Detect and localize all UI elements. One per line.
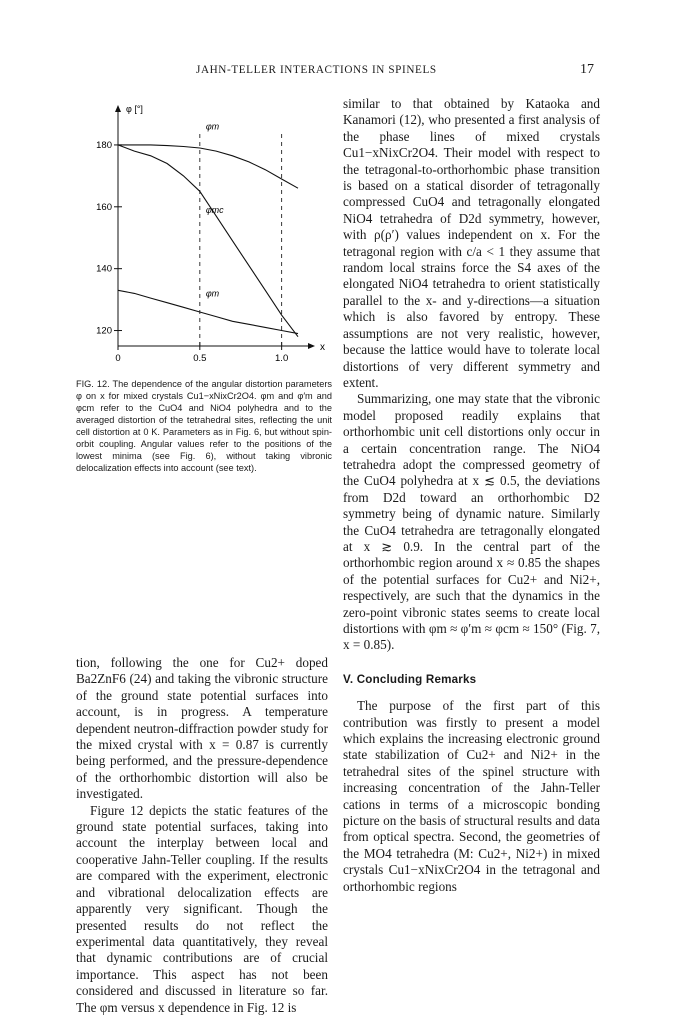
left-column (76, 655, 328, 1016)
right-paragraph-2: Summarizing, one may state that the vibronic model proposed readily explains that orthorhombic unit cell distortions only occur in a certain concentration range. The NiO4 tetrahedra adopt the compressed geometry of the CuO4 polyhedra at x ≲ 0.5, the deviations from D2d toward an orthorhombic D2 symmetry being of dynamic nature. Similarly the CuO4 tetrahedra are tetragonally elongated at x ≳ 0.9. In the central part of the orthorhombic region around x ≈ 0.85 the shapes of the potential surfaces for Cu2+ and Ni2+, respectively, are such that the dynamics in the zero-point vibronic states seems to create local distortions with φm ≈ φ′m ≈ φcm ≈ 150° (Fig. 7, x = 0.85). (343, 391, 600, 653)
x-tick-label: 0 (115, 353, 121, 364)
x-tick-label: 1.0 (275, 353, 289, 364)
phi-vs-x-chart (84, 96, 334, 371)
y-tick-label: 120 (96, 325, 112, 337)
caption-text: FIG. 12. The dependence of the angular distortion parameters φ on x for mixed crystals Cu1−xNixCr2O4. φm and φ′m and φcm refer to the CuO4 and NiO4 polyhedra and to the averaged distortion of the tetrahedral sites, reflecting the unit cell distortion at 0 K. Parameters as in Fig. 6, but without spin-orbit coupling. Angular values refer to the positions of the lowest minima (see Fig. 6), without taking vibronic delocalization effects into account (see text). (76, 379, 332, 473)
x-tick-label: 0.5 (193, 353, 207, 364)
page-number: 17 (580, 62, 594, 77)
left-paragraph-2: Figure 12 depicts the static features of the ground state potential surfaces, taking into account the interplay between local and cooperative Jahn-Teller coupling. If the results are compared with the experiment, electronic and vibrational delocalization effects are apparently very significant. Though the presented results do not reflect the experimental data quantitatively, they reveal that dynamic contributions are of crucial importance. This aspect has not been considered and discussed in literature so far. The φm versus x dependence in Fig. 12 is (76, 802, 328, 1015)
y-axis-arrow (115, 105, 121, 112)
figure-caption (76, 378, 332, 474)
x-axis-arrow (308, 343, 315, 349)
right-column (343, 96, 600, 895)
figure-12 (84, 96, 334, 376)
curve-label: φm (205, 288, 220, 299)
right-paragraph-1: similar to that obtained by Kataoka and Kanamori (12), who presented a first analysis of the phase lines of mixed crystals Cu1−xNixCr2O4. Their model with respect to the tetragonal-to-orthorhombic phase transition is based on a statical disorder of tetragonally compressed CuO4 and tetragonally elongated NiO4 tetrahedra of D2d symmetry, however, with ρ(ρ′) values independent on x. For the tetragonal region with c/a < 1 they assume that random local strains force the S4 axes of the elongated NiO4 tetrahedra to orient statistically parallel to the x- and y-directions—a situation which is also favored by entropy. These assumptions are not very realistic, however, because the lattice would have to tolerate local distortions of very different symmetry and extent. (343, 96, 600, 390)
x-axis-label: x (320, 342, 325, 353)
y-tick-label: 180 (96, 139, 112, 151)
curve-label: φmc (205, 204, 224, 215)
y-tick-label: 160 (96, 201, 112, 213)
y-tick-label: 140 (96, 263, 112, 275)
running-header: JAHN-TELLER INTERACTIONS IN SPINELS (196, 64, 437, 76)
section-heading: V. Concluding Remarks (343, 672, 477, 686)
right-paragraph-3: The purpose of the first part of this contribution was firstly to present a model which explains the increasing electronic ground state stabilization of Cu2+ and Ni2+ in the tetrahedral sites of the spinel structure with increasing concentration of the Jahn-Teller cations in terms of a microscopic bonding picture on the basis of structural results and data from optical spectra. Second, the geometries of the MO4 tetrahedra (M: Cu2+, Ni2+) in mixed crystals Cu1−xNixCr2O4 in the tetragonal and orthorhombic regions (343, 698, 600, 894)
series-line-1 (118, 145, 200, 191)
series-line-0 (118, 145, 298, 188)
curve-label: φm (205, 121, 220, 132)
y-axis-label: φ [°] (126, 104, 143, 114)
left-paragraph-1: tion, following the one for Cu2+ doped Ba2ZnF6 (24) and taking the vibronic structure of the ground state potential surfaces into account, is in progress. A temperature dependent neutron-diffraction powder study for the mixed crystal with x = 0.87 is currently being performed, and the pressure-dependence of the orthorhombic distortion will also be investigated. (76, 655, 328, 802)
